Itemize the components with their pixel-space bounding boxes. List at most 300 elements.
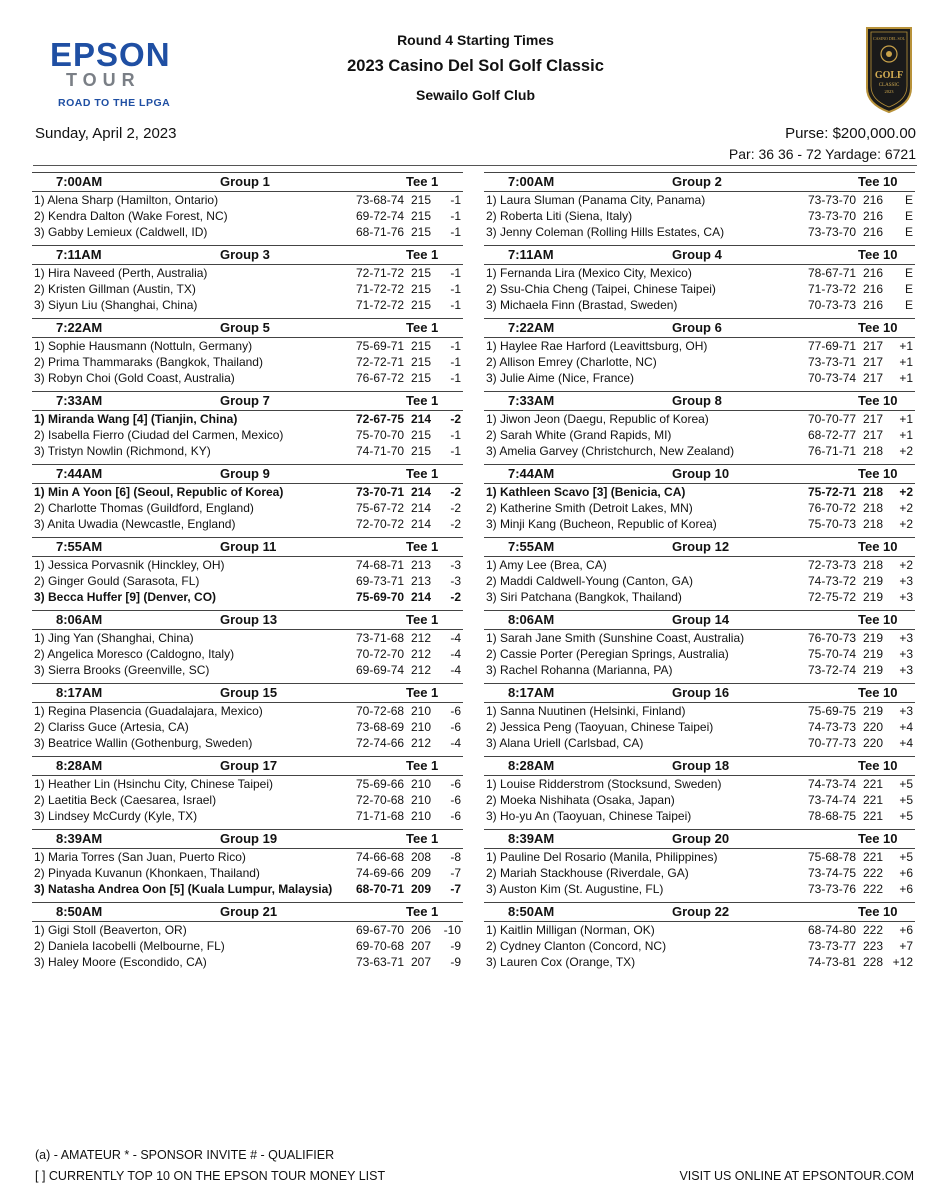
score-to-par: -6 bbox=[450, 793, 461, 807]
score-to-par: -9 bbox=[450, 939, 461, 953]
player-name: 1) Sophie Hausmann (Nottuln, Germany) bbox=[34, 339, 253, 353]
header-divider bbox=[33, 165, 917, 166]
group-name: Group 5 bbox=[220, 320, 270, 335]
player-row bbox=[32, 589, 463, 605]
player-name: 2) Roberta Liti (Siena, Italy) bbox=[486, 209, 633, 223]
tee-label: Tee 10 bbox=[858, 466, 898, 481]
group-header bbox=[32, 318, 463, 338]
player-row bbox=[32, 411, 463, 427]
total-score: 210 bbox=[411, 777, 432, 791]
total-score: 219 bbox=[863, 663, 884, 677]
page-title: 2023 Casino Del Sol Golf Classic bbox=[347, 57, 604, 75]
tee-label: Tee 1 bbox=[406, 831, 439, 846]
player-row bbox=[484, 192, 915, 208]
player-name: 3) Anita Uwadia (Newcastle, England) bbox=[34, 517, 236, 531]
score-to-par: +6 bbox=[899, 882, 913, 896]
score-to-par: +1 bbox=[899, 428, 913, 442]
total-score: 216 bbox=[863, 282, 884, 296]
score-to-par: +2 bbox=[899, 485, 913, 499]
score-to-par: -10 bbox=[443, 923, 461, 937]
total-score: 215 bbox=[411, 266, 432, 280]
round-scores: 73-68-69 bbox=[356, 720, 405, 734]
total-score: 210 bbox=[411, 704, 432, 718]
tee-group bbox=[484, 537, 915, 610]
player-name: 2) Ssu-Chia Cheng (Taipei, Chinese Taipei) bbox=[486, 282, 716, 296]
player-row bbox=[484, 808, 915, 824]
round-scores: 69-72-74 bbox=[356, 209, 405, 223]
round-scores: 73-73-70 bbox=[808, 209, 857, 223]
score-to-par: +2 bbox=[899, 444, 913, 458]
total-score: 217 bbox=[863, 371, 884, 385]
round-scores: 70-77-73 bbox=[808, 736, 857, 750]
round-scores: 74-73-72 bbox=[808, 574, 857, 588]
player-name: 2) Isabella Fierro (Ciudad del Carmen, Mexico) bbox=[34, 428, 284, 442]
total-score: 219 bbox=[863, 647, 884, 661]
total-score: 214 bbox=[411, 485, 432, 499]
group-name: Group 8 bbox=[672, 393, 722, 408]
total-score: 213 bbox=[411, 558, 432, 572]
legend-line-2: [ ] CURRENTLY TOP 10 ON THE EPSON TOUR MONEY LIST bbox=[35, 1169, 386, 1183]
total-score: 228 bbox=[863, 955, 884, 969]
score-to-par: E bbox=[904, 209, 913, 223]
round-scores: 75-70-74 bbox=[808, 647, 857, 661]
tee-label: Tee 10 bbox=[858, 247, 898, 262]
round-heading: Round 4 Starting Times bbox=[397, 32, 554, 48]
score-to-par: -7 bbox=[450, 882, 461, 896]
group-header bbox=[32, 245, 463, 265]
total-score: 215 bbox=[411, 428, 432, 442]
total-score: 220 bbox=[863, 736, 884, 750]
player-row bbox=[32, 557, 463, 573]
player-name: 3) Jenny Coleman (Rolling Hills Estates, CA) bbox=[486, 225, 725, 239]
player-row bbox=[484, 954, 915, 970]
score-to-par: -6 bbox=[450, 777, 461, 791]
player-name: 2) Pinyada Kuvanun (Khonkaen, Thailand) bbox=[34, 866, 260, 880]
total-score: 206 bbox=[411, 923, 432, 937]
total-score: 215 bbox=[411, 355, 432, 369]
total-score: 223 bbox=[863, 939, 884, 953]
epson-logo: EPSON bbox=[50, 36, 171, 73]
score-to-par: E bbox=[904, 193, 913, 207]
player-row bbox=[32, 922, 463, 938]
tee-time: 7:22AM bbox=[56, 320, 103, 335]
round-scores: 73-74-75 bbox=[808, 866, 857, 880]
total-score: 219 bbox=[863, 704, 884, 718]
player-name: 3) Beatrice Wallin (Gothenburg, Sweden) bbox=[34, 736, 253, 750]
total-score: 209 bbox=[411, 882, 432, 896]
player-row bbox=[484, 265, 915, 281]
tee-group bbox=[484, 902, 915, 975]
round-scores: 73-68-74 bbox=[356, 193, 405, 207]
total-score: 217 bbox=[863, 428, 884, 442]
round-scores: 73-73-76 bbox=[808, 882, 857, 896]
road-to-lpga-tagline: ROAD TO THE LPGA bbox=[58, 97, 171, 109]
total-score: 219 bbox=[863, 631, 884, 645]
group-name: Group 1 bbox=[220, 174, 270, 189]
round-scores: 75-67-72 bbox=[356, 501, 405, 515]
player-row bbox=[484, 281, 915, 297]
player-name: 2) Cassie Porter (Peregian Springs, Australia) bbox=[486, 647, 729, 661]
score-to-par: +2 bbox=[899, 558, 913, 572]
player-name: 1) Hira Naveed (Perth, Australia) bbox=[34, 266, 208, 280]
round-scores: 75-69-66 bbox=[356, 777, 405, 791]
player-name: 1) Min A Yoon [6] (Seoul, Republic of Korea) bbox=[34, 485, 284, 499]
total-score: 207 bbox=[411, 939, 432, 953]
player-row bbox=[484, 703, 915, 719]
player-name: 2) Charlotte Thomas (Guildford, England) bbox=[34, 501, 254, 515]
tee-time: 8:39AM bbox=[508, 831, 555, 846]
tee-time: 7:11AM bbox=[508, 247, 554, 262]
group-header bbox=[32, 756, 463, 776]
tee-time: 7:55AM bbox=[508, 539, 555, 554]
group-header bbox=[32, 391, 463, 411]
player-row bbox=[484, 427, 915, 443]
total-score: 210 bbox=[411, 809, 432, 823]
player-name: 1) Kaitlin Milligan (Norman, OK) bbox=[486, 923, 655, 937]
player-row bbox=[32, 630, 463, 646]
player-row bbox=[32, 954, 463, 970]
score-to-par: -1 bbox=[450, 209, 461, 223]
player-name: 2) Moeka Nishihata (Osaka, Japan) bbox=[486, 793, 675, 807]
score-to-par: +5 bbox=[899, 793, 913, 807]
player-row bbox=[32, 208, 463, 224]
total-score: 210 bbox=[411, 720, 432, 734]
score-to-par: +1 bbox=[899, 412, 913, 426]
purse-amount: Purse: $200,000.00 bbox=[785, 125, 916, 142]
player-row bbox=[32, 338, 463, 354]
total-score: 208 bbox=[411, 850, 432, 864]
group-name: Group 13 bbox=[220, 612, 278, 627]
player-name: 3) Sierra Brooks (Greenville, SC) bbox=[34, 663, 210, 677]
tee-label: Tee 1 bbox=[406, 393, 439, 408]
tee-time: 7:11AM bbox=[56, 247, 102, 262]
total-score: 217 bbox=[863, 339, 884, 353]
score-to-par: E bbox=[904, 282, 913, 296]
player-row bbox=[32, 881, 463, 897]
player-name: 3) Julie Aime (Nice, France) bbox=[486, 371, 635, 385]
group-header bbox=[32, 464, 463, 484]
player-row bbox=[32, 792, 463, 808]
round-scores: 71-73-72 bbox=[808, 282, 857, 296]
player-row bbox=[484, 297, 915, 313]
round-scores: 71-72-72 bbox=[356, 298, 405, 312]
round-scores: 70-73-73 bbox=[808, 298, 857, 312]
total-score: 212 bbox=[411, 736, 432, 750]
player-row bbox=[32, 192, 463, 208]
score-to-par: +3 bbox=[899, 631, 913, 645]
group-name: Group 15 bbox=[220, 685, 278, 700]
crest-top-text: CASINO DEL SOL bbox=[872, 36, 906, 41]
player-name: 2) Daniela Iacobelli (Melbourne, FL) bbox=[34, 939, 225, 953]
tee-label: Tee 1 bbox=[406, 758, 439, 773]
group-name: Group 3 bbox=[220, 247, 270, 262]
group-name: Group 2 bbox=[672, 174, 722, 189]
tee-label: Tee 10 bbox=[858, 320, 898, 335]
group-name: Group 20 bbox=[672, 831, 730, 846]
score-to-par: -1 bbox=[450, 355, 461, 369]
player-row bbox=[484, 646, 915, 662]
total-score: 218 bbox=[863, 558, 884, 572]
legend-line-1: (a) - AMATEUR * - SPONSOR INVITE # - QUALIFIER bbox=[35, 1148, 335, 1162]
group-header bbox=[484, 756, 915, 776]
player-name: 3) Tristyn Nowlin (Richmond, KY) bbox=[34, 444, 211, 458]
score-to-par: E bbox=[904, 225, 913, 239]
tee-label: Tee 1 bbox=[406, 539, 439, 554]
round-scores: 75-68-78 bbox=[808, 850, 857, 864]
score-to-par: -1 bbox=[450, 339, 461, 353]
website-link[interactable]: VISIT US ONLINE AT EPSONTOUR.COM bbox=[679, 1169, 914, 1183]
score-to-par: -4 bbox=[450, 631, 461, 645]
player-name: 1) Louise Ridderstrom (Stocksund, Sweden) bbox=[486, 777, 722, 791]
player-name: 3) Ho-yu An (Taoyuan, Chinese Taipei) bbox=[486, 809, 692, 823]
player-name: 2) Laetitia Beck (Caesarea, Israel) bbox=[34, 793, 217, 807]
player-row bbox=[32, 719, 463, 735]
tee-time: 8:17AM bbox=[56, 685, 103, 700]
player-name: 2) Mariah Stackhouse (Riverdale, GA) bbox=[486, 866, 689, 880]
group-header bbox=[484, 464, 915, 484]
round-scores: 75-69-75 bbox=[808, 704, 857, 718]
player-row bbox=[484, 224, 915, 240]
group-header bbox=[484, 172, 915, 192]
player-row bbox=[484, 849, 915, 865]
tee-group bbox=[484, 829, 915, 902]
round-scores: 76-71-71 bbox=[808, 444, 857, 458]
player-name: 1) Amy Lee (Brea, CA) bbox=[486, 558, 607, 572]
group-name: Group 7 bbox=[220, 393, 270, 408]
player-name: 2) Allison Emrey (Charlotte, NC) bbox=[486, 355, 657, 369]
tee-group bbox=[484, 756, 915, 829]
score-to-par: -1 bbox=[450, 371, 461, 385]
tee-label: Tee 10 bbox=[858, 612, 898, 627]
group-name: Group 12 bbox=[672, 539, 730, 554]
tee-time: 8:50AM bbox=[56, 904, 103, 919]
tee-label: Tee 10 bbox=[858, 174, 898, 189]
player-name: 1) Heather Lin (Hsinchu City, Chinese Taipei) bbox=[34, 777, 273, 791]
player-name: 1) Haylee Rae Harford (Leavittsburg, OH) bbox=[486, 339, 708, 353]
tee-label: Tee 10 bbox=[858, 393, 898, 408]
player-name: 3) Becca Huffer [9] (Denver, CO) bbox=[34, 590, 217, 604]
total-score: 216 bbox=[863, 193, 884, 207]
tee-label: Tee 1 bbox=[406, 685, 439, 700]
group-name: Group 14 bbox=[672, 612, 730, 627]
player-name: 1) Maria Torres (San Juan, Puerto Rico) bbox=[34, 850, 246, 864]
player-name: 3) Amelia Garvey (Christchurch, New Zealand) bbox=[486, 444, 735, 458]
tee-group bbox=[32, 610, 463, 683]
event-date: Sunday, April 2, 2023 bbox=[35, 125, 177, 142]
player-row bbox=[32, 849, 463, 865]
tee-label: Tee 10 bbox=[858, 904, 898, 919]
player-row bbox=[484, 484, 915, 500]
group-name: Group 16 bbox=[672, 685, 730, 700]
player-name: 2) Sarah White (Grand Rapids, MI) bbox=[486, 428, 672, 442]
total-score: 207 bbox=[411, 955, 432, 969]
tee-time: 8:06AM bbox=[508, 612, 555, 627]
tee-time: 7:33AM bbox=[508, 393, 555, 408]
round-scores: 73-73-70 bbox=[808, 225, 857, 239]
player-row bbox=[32, 938, 463, 954]
tee-group bbox=[32, 902, 463, 975]
total-score: 214 bbox=[411, 501, 432, 515]
tee-label: Tee 10 bbox=[858, 831, 898, 846]
player-name: 2) Jessica Peng (Taoyuan, Chinese Taipei) bbox=[486, 720, 714, 734]
score-to-par: E bbox=[904, 266, 913, 280]
player-row bbox=[32, 427, 463, 443]
player-row bbox=[32, 443, 463, 459]
round-scores: 70-72-68 bbox=[356, 704, 405, 718]
total-score: 222 bbox=[863, 866, 884, 880]
group-name: Group 10 bbox=[672, 466, 730, 481]
tee-group bbox=[32, 829, 463, 902]
group-header bbox=[32, 902, 463, 922]
score-to-par: +1 bbox=[899, 339, 913, 353]
total-score: 222 bbox=[863, 923, 884, 937]
player-row bbox=[32, 224, 463, 240]
round-scores: 74-73-81 bbox=[808, 955, 857, 969]
player-row bbox=[32, 484, 463, 500]
round-scores: 77-69-71 bbox=[808, 339, 857, 353]
total-score: 216 bbox=[863, 266, 884, 280]
tee-label: Tee 1 bbox=[406, 612, 439, 627]
round-scores: 72-74-66 bbox=[356, 736, 405, 750]
player-row bbox=[484, 516, 915, 532]
score-to-par: -2 bbox=[450, 501, 461, 515]
score-to-par: +2 bbox=[899, 501, 913, 515]
round-scores: 75-69-71 bbox=[356, 339, 405, 353]
tee-label: Tee 1 bbox=[406, 247, 439, 262]
total-score: 221 bbox=[863, 793, 884, 807]
player-name: 3) Lindsey McCurdy (Kyle, TX) bbox=[34, 809, 198, 823]
tee-group bbox=[32, 756, 463, 829]
crest-golf-text: GOLF bbox=[874, 70, 904, 81]
player-row bbox=[484, 719, 915, 735]
score-to-par: +3 bbox=[899, 704, 913, 718]
round-scores: 69-67-70 bbox=[356, 923, 405, 937]
score-to-par: +4 bbox=[899, 736, 913, 750]
player-name: 1) Laura Sluman (Panama City, Panama) bbox=[486, 193, 706, 207]
player-name: 2) Kendra Dalton (Wake Forest, NC) bbox=[34, 209, 228, 223]
player-row bbox=[484, 573, 915, 589]
player-name: 3) Natasha Andrea Oon [5] (Kuala Lumpur, Malaysia) bbox=[34, 882, 333, 896]
score-to-par: -1 bbox=[450, 225, 461, 239]
group-header bbox=[32, 537, 463, 557]
round-scores: 72-75-72 bbox=[808, 590, 857, 604]
player-row bbox=[484, 354, 915, 370]
player-row bbox=[32, 662, 463, 678]
round-scores: 73-73-77 bbox=[808, 939, 857, 953]
tee-group bbox=[484, 464, 915, 537]
player-row bbox=[484, 776, 915, 792]
tee-time: 7:00AM bbox=[56, 174, 103, 189]
score-to-par: +3 bbox=[899, 590, 913, 604]
tee-label: Tee 1 bbox=[406, 320, 439, 335]
player-name: 1) Miranda Wang [4] (Tianjin, China) bbox=[34, 412, 238, 426]
score-to-par: -3 bbox=[450, 574, 461, 588]
round-scores: 72-67-75 bbox=[356, 412, 405, 426]
round-scores: 73-70-71 bbox=[356, 485, 405, 499]
score-to-par: -1 bbox=[450, 282, 461, 296]
group-header bbox=[484, 683, 915, 703]
tee-label: Tee 1 bbox=[406, 904, 439, 919]
round-scores: 74-66-68 bbox=[356, 850, 405, 864]
player-row bbox=[32, 297, 463, 313]
tee-group bbox=[32, 537, 463, 610]
score-to-par: -1 bbox=[450, 193, 461, 207]
par-yardage: Par: 36 36 - 72 Yardage: 6721 bbox=[728, 146, 916, 162]
group-header bbox=[32, 172, 463, 192]
player-row bbox=[484, 881, 915, 897]
tee-time: 8:39AM bbox=[56, 831, 103, 846]
score-to-par: -6 bbox=[450, 704, 461, 718]
player-name: 1) Kathleen Scavo [3] (Benicia, CA) bbox=[486, 485, 686, 499]
total-score: 215 bbox=[411, 193, 432, 207]
total-score: 218 bbox=[863, 517, 884, 531]
group-header bbox=[32, 829, 463, 849]
player-name: 2) Cydney Clanton (Concord, NC) bbox=[486, 939, 667, 953]
tee-label: Tee 10 bbox=[858, 685, 898, 700]
total-score: 214 bbox=[411, 590, 432, 604]
group-name: Group 19 bbox=[220, 831, 278, 846]
player-row bbox=[32, 865, 463, 881]
group-name: Group 18 bbox=[672, 758, 730, 773]
tee-group bbox=[484, 172, 915, 245]
player-name: 3) Lauren Cox (Orange, TX) bbox=[486, 955, 636, 969]
round-scores: 73-63-71 bbox=[356, 955, 405, 969]
tee-label: Tee 10 bbox=[858, 539, 898, 554]
score-to-par: -9 bbox=[450, 955, 461, 969]
score-to-par: +2 bbox=[899, 517, 913, 531]
round-scores: 74-68-71 bbox=[356, 558, 405, 572]
tee-group bbox=[32, 172, 463, 245]
player-name: 3) Siyun Liu (Shanghai, China) bbox=[34, 298, 198, 312]
player-name: 2) Prima Thammaraks (Bangkok, Thailand) bbox=[34, 355, 263, 369]
player-row bbox=[484, 630, 915, 646]
player-name: 3) Gabby Lemieux (Caldwell, ID) bbox=[34, 225, 208, 239]
score-to-par: +3 bbox=[899, 647, 913, 661]
group-name: Group 22 bbox=[672, 904, 730, 919]
round-scores: 72-70-72 bbox=[356, 517, 405, 531]
total-score: 215 bbox=[411, 339, 432, 353]
player-name: 1) Jessica Porvasnik (Hinckley, OH) bbox=[34, 558, 225, 572]
score-to-par: -8 bbox=[450, 850, 461, 864]
total-score: 212 bbox=[411, 663, 432, 677]
player-name: 3) Michaela Finn (Brastad, Sweden) bbox=[486, 298, 678, 312]
player-name: 3) Minji Kang (Bucheon, Republic of Korea) bbox=[486, 517, 717, 531]
round-scores: 72-70-68 bbox=[356, 793, 405, 807]
player-row bbox=[484, 208, 915, 224]
player-row bbox=[32, 776, 463, 792]
total-score: 218 bbox=[863, 444, 884, 458]
score-to-par: -1 bbox=[450, 298, 461, 312]
tee-group bbox=[484, 245, 915, 318]
total-score: 215 bbox=[411, 444, 432, 458]
tee-1-column bbox=[32, 172, 463, 975]
player-row bbox=[32, 808, 463, 824]
total-score: 222 bbox=[863, 882, 884, 896]
group-header bbox=[484, 902, 915, 922]
total-score: 215 bbox=[411, 225, 432, 239]
total-score: 214 bbox=[411, 517, 432, 531]
round-scores: 69-69-74 bbox=[356, 663, 405, 677]
player-name: 1) Sarah Jane Smith (Sunshine Coast, Australia) bbox=[486, 631, 745, 645]
total-score: 215 bbox=[411, 371, 432, 385]
crest-year-text: 2023 bbox=[884, 89, 894, 94]
total-score: 218 bbox=[863, 501, 884, 515]
group-header bbox=[484, 318, 915, 338]
round-scores: 73-71-68 bbox=[356, 631, 405, 645]
tee-time: 7:44AM bbox=[508, 466, 555, 481]
player-name: 1) Fernanda Lira (Mexico City, Mexico) bbox=[486, 266, 692, 280]
round-scores: 72-71-72 bbox=[356, 266, 405, 280]
